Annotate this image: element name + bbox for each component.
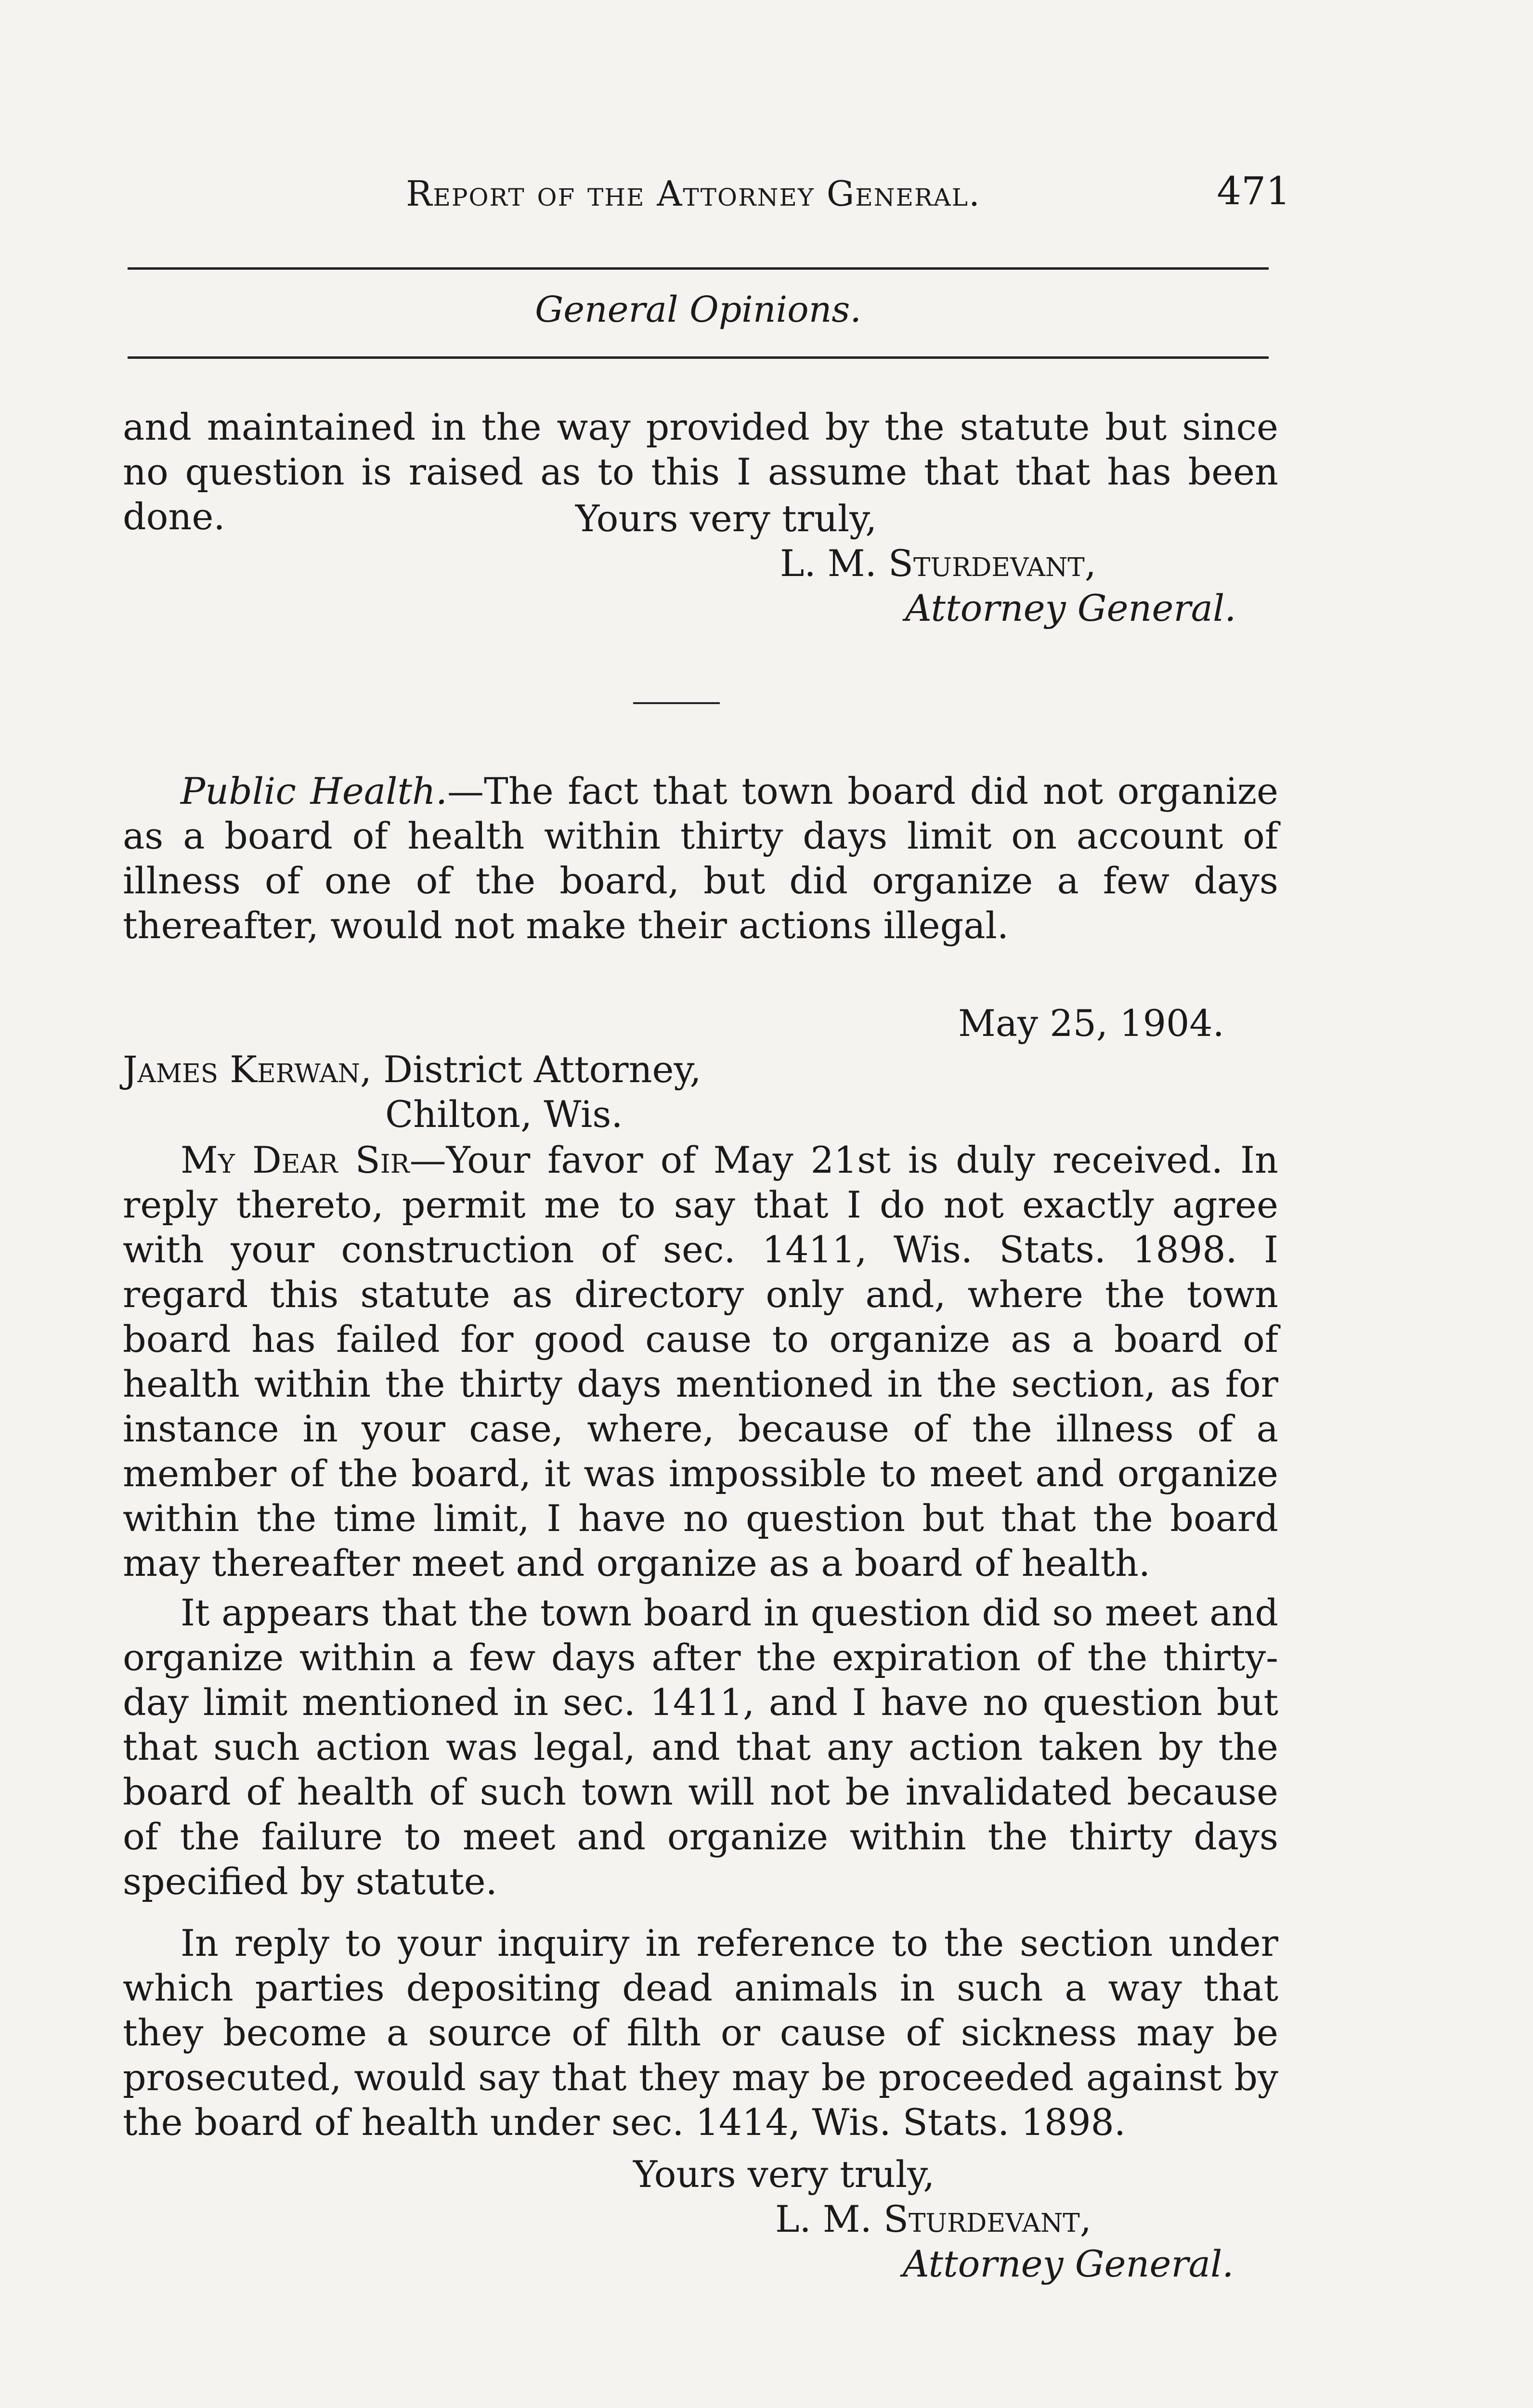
opinion2-paragraph-2: It appears that the town board in question did so meet and organize within a few days after the expiration of the thirty-day limit mentioned in sec. 1411, and I have no question but that such action was legal, and that any action taken by the board of health of such town will not be invalidated because of the failure to meet and organize within the thirty days specified by statute. <box>123 1591 1278 1903</box>
opinion2-signature-name: L. M. Sturdevant, <box>775 2198 1091 2240</box>
opinion2-summary: —The fact that town board did not organize as a board of health within thirty days limit on account of illness of one of the board, but did organize a few days thereafter, would not make their actions illegal. <box>123 770 1278 947</box>
addressee-place: Chilton, Wis. <box>385 1093 623 1136</box>
opinion2-date: May 25, 1904. <box>958 1002 1224 1045</box>
page-number: 471 <box>1217 169 1290 213</box>
opinion2-paragraph-1 <box>123 1138 1278 1585</box>
subheader-rule <box>128 356 1269 359</box>
opinion2-signature-title: Attorney General. <box>903 2242 1234 2285</box>
opinion2-salutation: Yours very truly, <box>633 2153 935 2196</box>
opinion-separator-rule <box>633 702 720 704</box>
greeting: My Dear Sir <box>181 1139 410 1181</box>
opinion2-topic-label: Public Health. <box>181 770 448 812</box>
section-subheader: General Opinions. <box>535 289 861 330</box>
paragraph-1-text: —Your favor of May 21st is duly received. In reply thereto, permit me to say that I do not exactly agree with your construction of sec. 1411, Wis. Stats. 1898. I regard this statute as directory only and, where the town board has failed for good cause to organize as a board of health within the thirty days mentioned in the section, as for instance in your case, where, because of the illness of a member of the board, it was impossible to meet and organize within the time limit, I have no question but that the board may thereafter meet and organize as a board of health. <box>123 1139 1278 1584</box>
opinion1-closing-text: and maintained in the way provided by the statute but since no question is raised as to this I assume that that has been done. <box>123 406 1278 538</box>
opinion1-salutation: Yours very truly, <box>575 497 877 540</box>
opinion2-paragraph-3: In reply to your inquiry in reference to the section under which parties depositing dead animals in such a way that they become a source of filth or cause of sickness may be prosecuted, would say that they may be proceeded against by the board of health under sec. 1414, Wis. Stats. 1898. <box>123 1922 1278 2144</box>
opinion2-addressee <box>123 1048 702 1091</box>
opinion1-signature-name: L. M. Sturdevant, <box>780 542 1096 585</box>
opinion1-signature-title: Attorney General. <box>905 587 1236 629</box>
running-header: Report of the Attorney General. <box>406 173 981 214</box>
header-rule <box>128 267 1269 270</box>
addressee-role: District Attorney, <box>372 1048 702 1091</box>
opinion2-headnote <box>123 769 1278 948</box>
addressee-name: James Kerwan, <box>123 1048 372 1091</box>
